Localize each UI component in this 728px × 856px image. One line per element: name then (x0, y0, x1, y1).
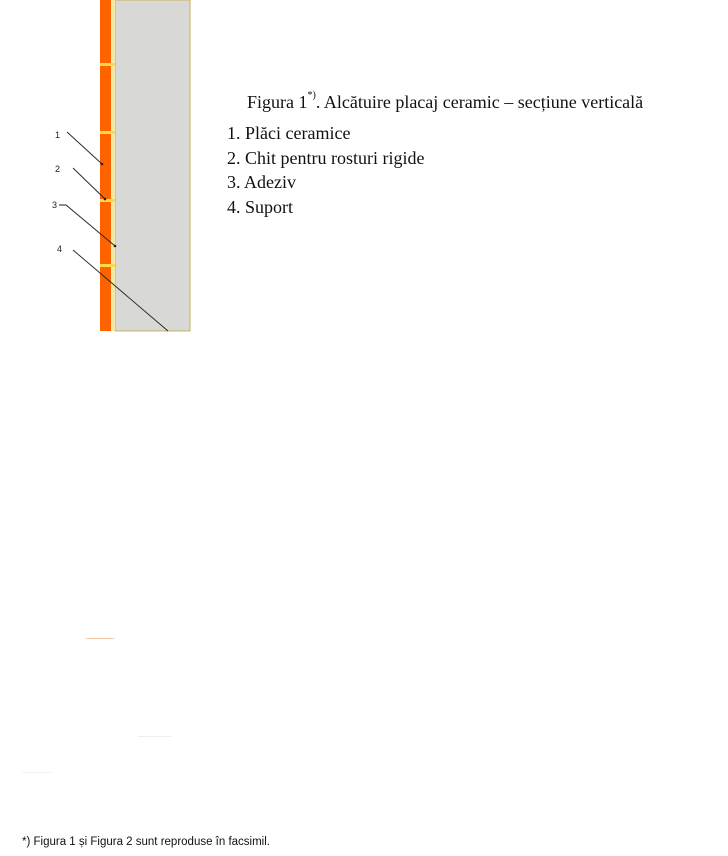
support-layer (115, 0, 190, 331)
scan-artifact (22, 772, 52, 773)
scan-artifact (138, 736, 172, 737)
figure-caption-label: Figura 1 (247, 92, 308, 112)
figure-caption-text: . Alcătuire placaj ceramic – secțiune verticală (315, 92, 644, 112)
legend-item-adeziv: 3. Adeziv (227, 172, 296, 192)
callout-number-2: 2 (55, 164, 61, 174)
joint (100, 199, 115, 202)
leader-dot-1 (101, 163, 104, 166)
joint (100, 63, 115, 66)
scan-artifact (86, 638, 114, 639)
ceramic-cladding-section-figure (0, 0, 200, 340)
legend-item-placi-ceramice: 1. Plăci ceramice (227, 123, 351, 143)
page-footnote: *) Figura 1 și Figura 2 sunt reproduse în facsimil. (22, 836, 270, 848)
leader-dot-2 (104, 198, 107, 201)
legend-item-chit-rosturi: 2. Chit pentru rosturi rigide (227, 147, 425, 168)
figure-caption-footnote-mark: *) (307, 90, 316, 101)
callout-number-1: 1 (55, 130, 61, 140)
figure-legend (227, 121, 424, 219)
joint (100, 131, 115, 134)
adhesive-layer (111, 0, 115, 331)
joint (100, 264, 115, 267)
leader-line-1 (67, 132, 102, 164)
callout-number-4: 4 (57, 244, 63, 254)
legend-item-suport: 4. Suport (227, 196, 294, 217)
figure-caption-title (247, 92, 643, 113)
callout-number-3: 3 (52, 200, 58, 210)
leader-dot-3 (114, 245, 117, 248)
